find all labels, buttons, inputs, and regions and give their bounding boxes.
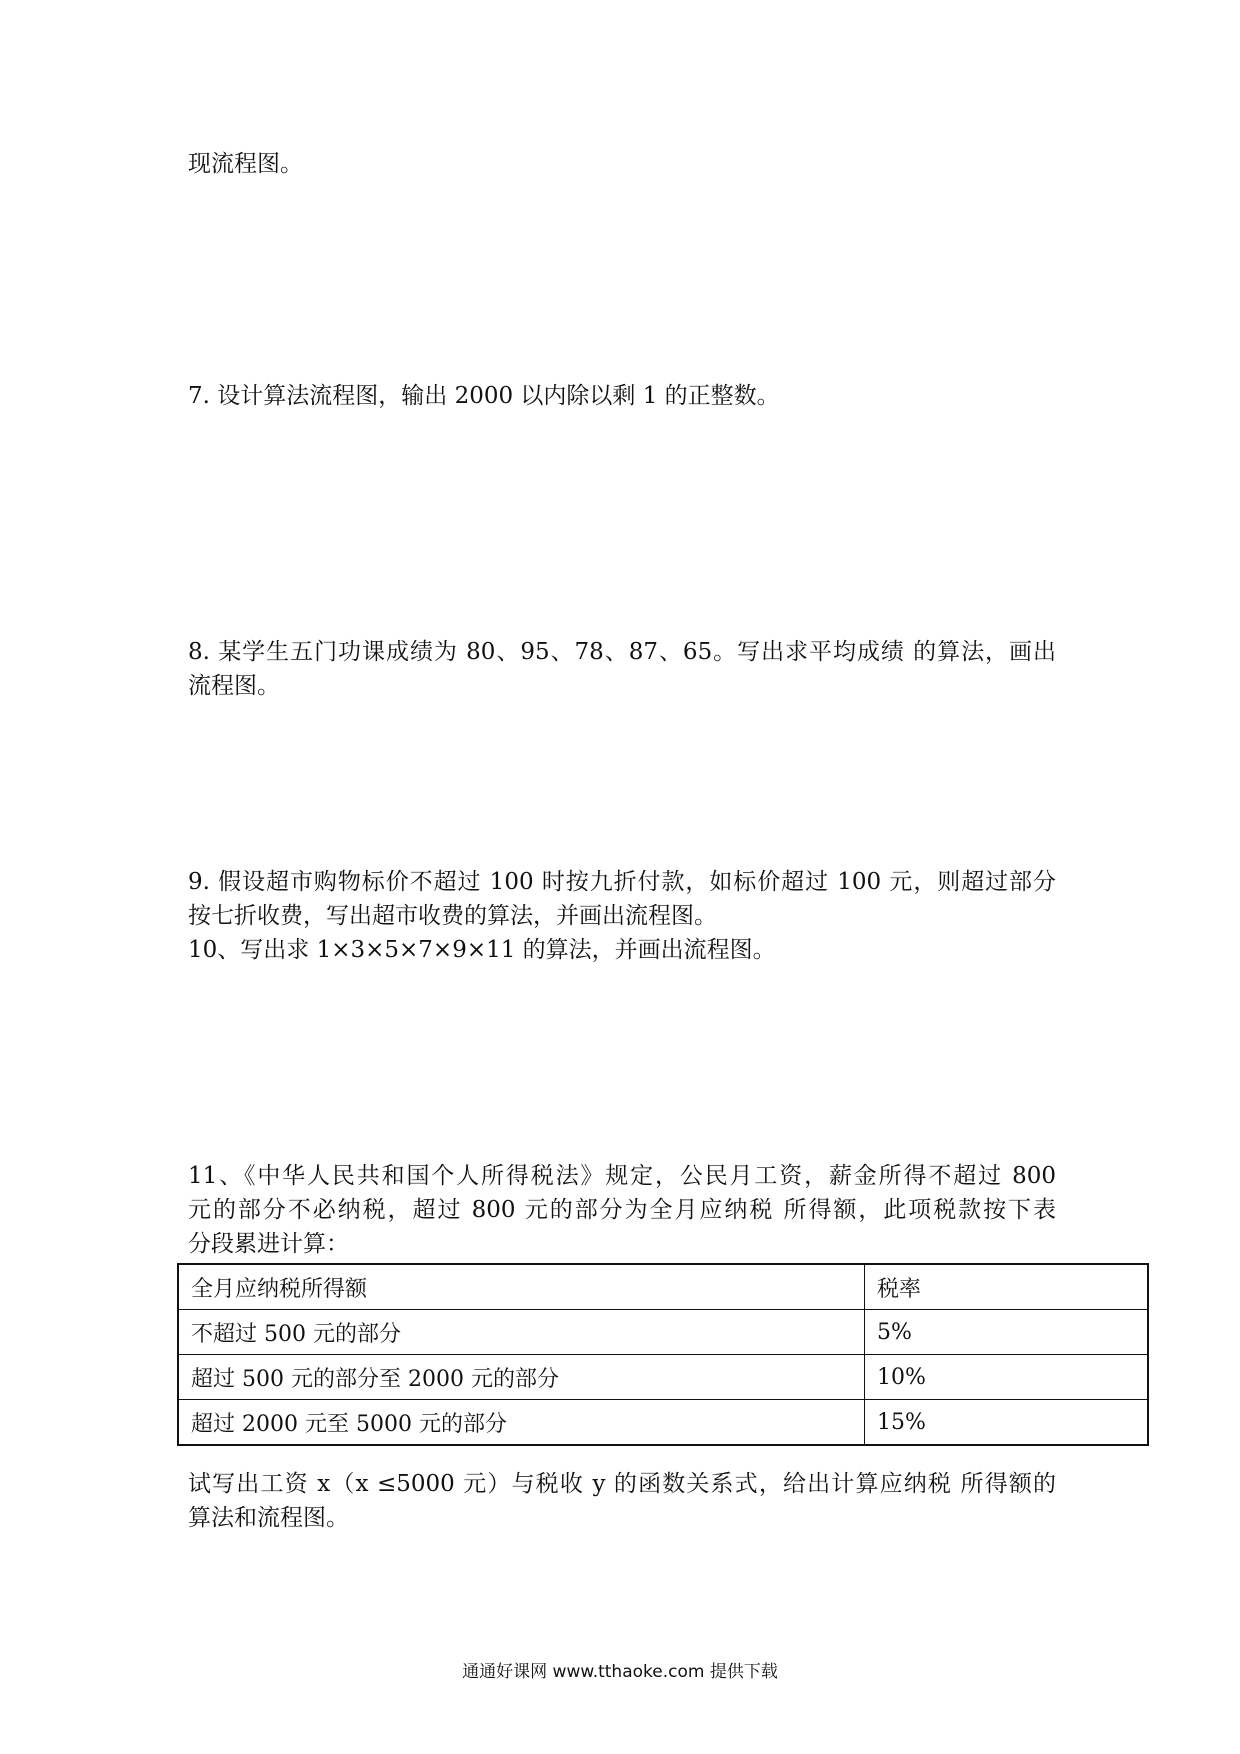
page-footer: 通通好课网 www.tthaoke.com 提供下载 — [462, 1662, 778, 1682]
table-header-cell: 全月应纳税所得额 — [178, 1264, 865, 1310]
table-cell: 不超过 500 元的部分 — [178, 1310, 865, 1355]
tax-rate-table — [177, 1263, 1149, 1446]
question-11-line-3: 分段累进计算： — [188, 1231, 349, 1257]
table-header-row — [178, 1264, 1148, 1310]
question-8-line-2: 流程图。 — [188, 673, 280, 699]
table-row — [178, 1355, 1148, 1400]
question-10: 10、写出求 1×3×5×7×9×11 的算法，并画出流程图。 — [188, 937, 776, 963]
intro-line: 现流程图。 — [188, 151, 303, 177]
table-cell: 5% — [865, 1310, 1149, 1355]
table-cell: 15% — [865, 1400, 1149, 1446]
table-header-cell: 税率 — [865, 1264, 1149, 1310]
question-9-line-1: 9. 假设超市购物标价不超过 100 时按九折付款，如标价超过 100 元，则超过部分 — [188, 869, 1056, 895]
table-cell: 超过 500 元的部分至 2000 元的部分 — [178, 1355, 865, 1400]
question-11-after-line-2: 算法和流程图。 — [188, 1505, 349, 1531]
question-11-line-2: 元的部分不必纳税，超过 800 元的部分为全月应纳税 所得额，此项税款按下表 — [188, 1197, 1056, 1223]
table-cell: 超过 2000 元至 5000 元的部分 — [178, 1400, 865, 1446]
table-cell: 10% — [865, 1355, 1149, 1400]
question-11-after-line-1: 试写出工资 x（x ≤5000 元）与税收 y 的函数关系式，给出计算应纳税 所得额的 — [188, 1471, 1056, 1497]
question-8-line-1: 8. 某学生五门功课成绩为 80、95、78、87、65。写出求平均成绩 的算法，画出 — [188, 639, 1056, 665]
question-11-line-1: 11、《中华人民共和国个人所得税法》规定，公民月工资，薪金所得不超过 800 — [188, 1163, 1056, 1189]
table-row — [178, 1400, 1148, 1446]
table-row — [178, 1310, 1148, 1355]
question-9-line-2: 按七折收费，写出超市收费的算法，并画出流程图。 — [188, 903, 717, 929]
question-7: 7. 设计算法流程图，输出 2000 以内除以剩 1 的正整数。 — [188, 383, 780, 409]
